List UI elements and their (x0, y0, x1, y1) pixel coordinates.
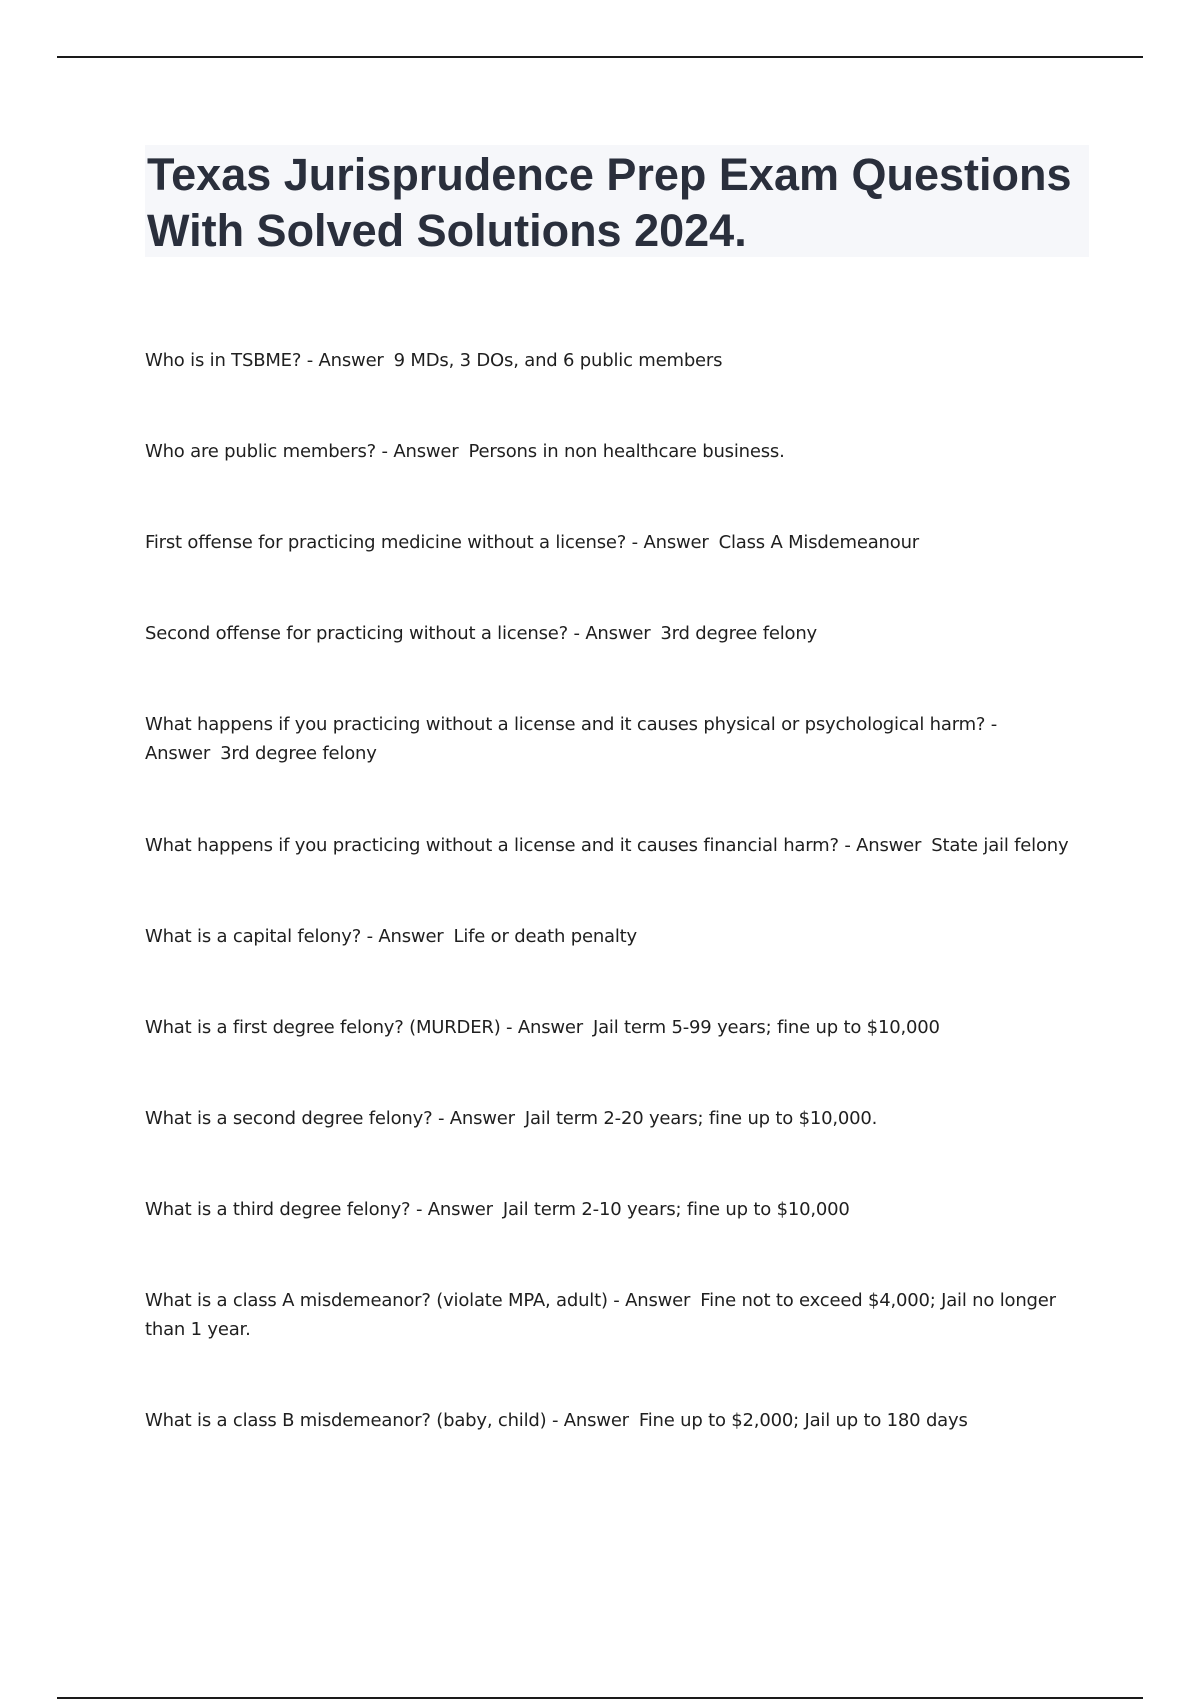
answer-separator: - Answer (410, 1199, 493, 1220)
answer: Jail term 2-10 years; fine up to $10,000 (502, 1199, 850, 1220)
answer-separator: - Answer (376, 441, 459, 462)
bottom-rule (57, 1697, 1143, 1699)
answer: Class A Misdemeanour (718, 532, 919, 553)
question: What happens if you practicing without a license and it causes financial harm? (145, 835, 839, 856)
qa-item (145, 922, 1095, 951)
answer-separator: - Answer (301, 350, 384, 371)
answer-separator: - Answer (145, 714, 998, 764)
qa-item (145, 1286, 1095, 1344)
answer-separator: - Answer (432, 1108, 515, 1129)
question: What is a second degree felony? (145, 1108, 433, 1129)
answer-separator: - Answer (838, 835, 922, 856)
document-title: Texas Jurisprudence Prep Exam Questions With Solved Solutions 2024. (147, 149, 1072, 256)
question: What is a class B misdemeanor? (baby, child) (145, 1410, 547, 1431)
answer-separator: - Answer (546, 1410, 629, 1431)
answer: Fine up to $2,000; Jail up to 180 days (638, 1410, 968, 1431)
question: What happens if you practicing without a license and it causes physical or psychological harm? (145, 714, 986, 735)
question: First offense for practicing medicine without a license? (145, 532, 627, 553)
question: What is a first degree felony? (MURDER) (145, 1017, 501, 1038)
answer: Fine not to exceed $4,000; Jail no longer than 1 year. (145, 1290, 1056, 1340)
qa-item (145, 1406, 1095, 1435)
answer-separator: - Answer (500, 1017, 583, 1038)
qa-item (145, 437, 1095, 466)
qa-item (145, 528, 1095, 557)
answer: 3rd degree felony (220, 743, 377, 764)
qa-item (145, 346, 1095, 375)
answer: 3rd degree felony (660, 623, 817, 644)
top-rule (57, 56, 1143, 58)
qa-item (145, 1104, 1095, 1133)
answer: 9 MDs, 3 DOs, and 6 public members (393, 350, 723, 371)
answer: State jail felony (931, 835, 1069, 856)
answer-separator: - Answer (567, 623, 651, 644)
question: Second offense for practicing without a license? (145, 623, 568, 644)
answer-separator: - Answer (361, 926, 444, 947)
qa-item (145, 710, 1095, 768)
qa-item (145, 1195, 1095, 1224)
qa-item (145, 831, 1095, 860)
qa-item (145, 619, 1095, 648)
answer-separator: - Answer (626, 532, 709, 553)
question: Who are public members? (145, 441, 377, 462)
question: What is a third degree felony? (145, 1199, 411, 1220)
title-block (145, 145, 1089, 257)
answer-separator: - Answer (607, 1290, 691, 1311)
answer: Persons in non healthcare business. (468, 441, 785, 462)
question: What is a capital felony? (145, 926, 362, 947)
answer: Jail term 5-99 years; fine up to $10,000 (592, 1017, 940, 1038)
question: Who is in TSBME? (145, 350, 302, 371)
question: What is a class A misdemeanor? (violate MPA, adult) (145, 1290, 608, 1311)
answer: Jail term 2-20 years; fine up to $10,000. (524, 1108, 878, 1129)
qa-item (145, 1013, 1095, 1042)
answer: Life or death penalty (453, 926, 637, 947)
